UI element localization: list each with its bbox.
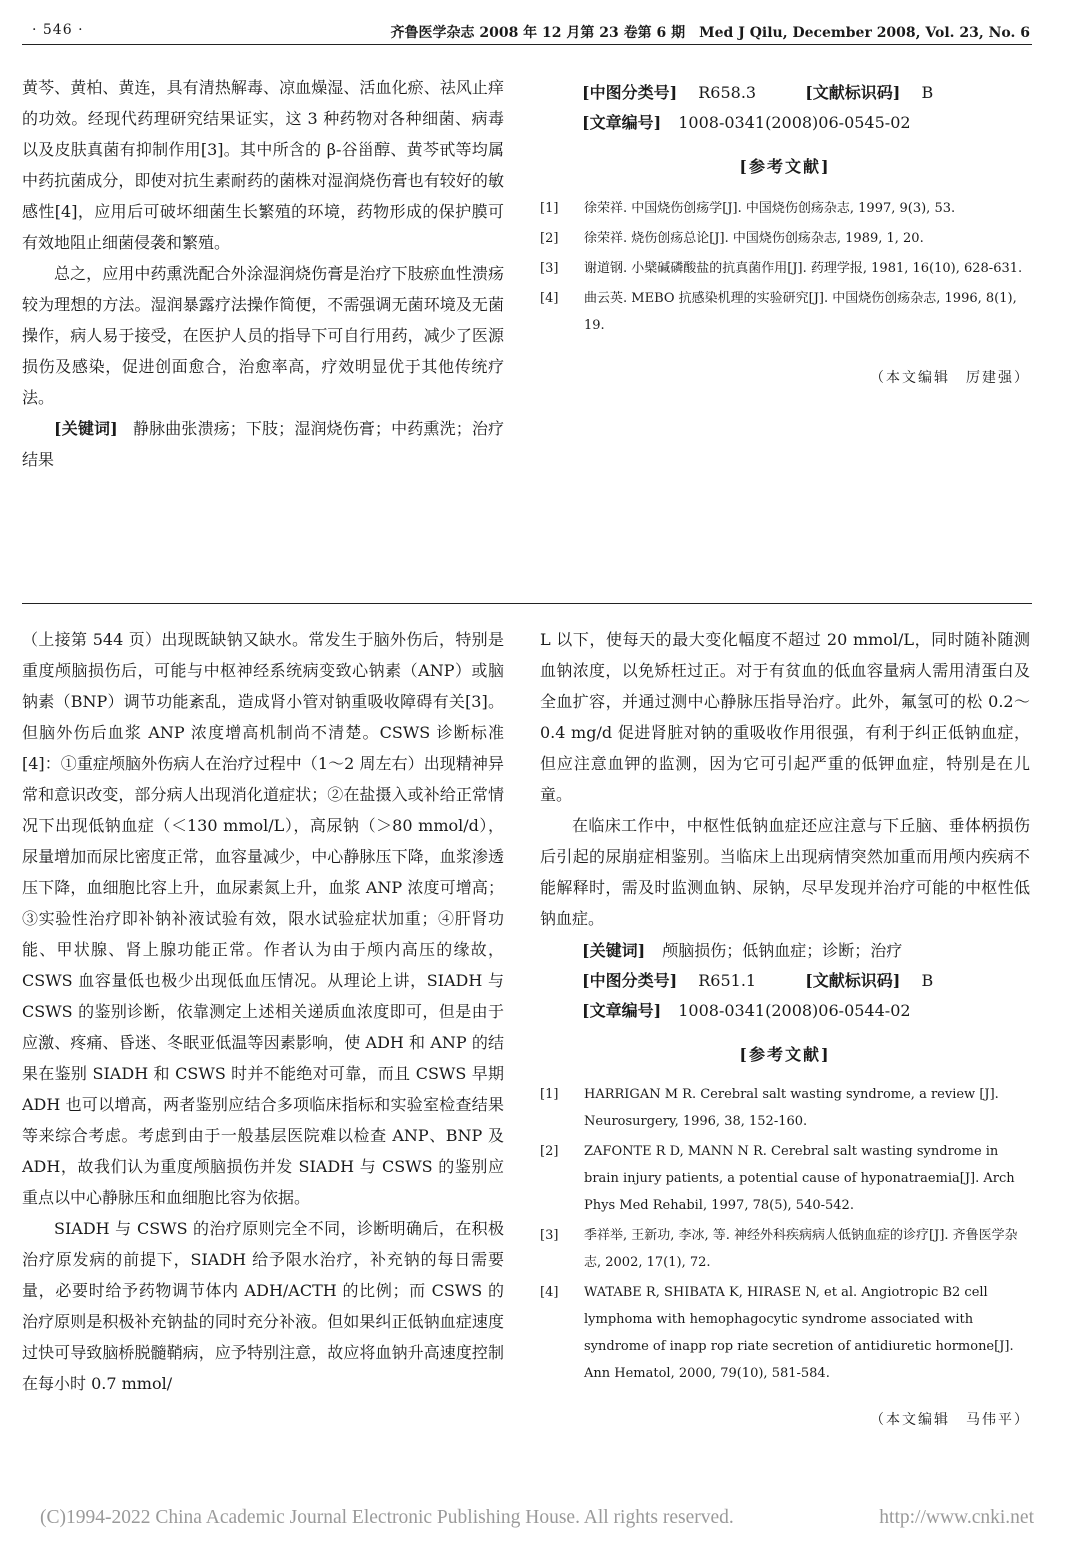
section-divider	[22, 603, 1032, 604]
page-number: · 546 ·	[32, 22, 84, 38]
keywords-text: 静脉曲张溃疡；下肢；湿润烧伤膏；中药熏洗；治疗结果	[22, 419, 504, 469]
classification-block	[540, 936, 1030, 1026]
paragraph: （上接第 544 页）出现既缺钠又缺水。常发生于脑外伤后，特别是重度颅脑损伤后，可能与中枢神经系统病变致心钠素（ANP）或脑钠素（BNP）调节功能紊乱，造成肾小管对钠重吸收障碍有关[3]。但脑外伤后血浆 ANP 浓度增高机制尚不清楚。CSWS 诊断标准[4]：①重症颅脑外伤病人在治疗过程中（1～2 周左右）出现精神异常和意识改变，部分病人出现消化道症状；②在盐摄入或补给正常情况下出现低钠血症（＜130 mmol/L），高尿钠（＞80 mmol/d），尿量增加而尿比密度正常，血容量减少，中心静脉压下降，血浆渗透压下降，血细胞比容上升，血尿素氮上升，血浆 ANP 浓度可增高；③实验性治疗即补钠补液试验有效，限水试验症状加重；④肝肾功能、甲状腺、肾上腺功能正常。作者认为由于颅内高压的缘故，CSWS 血容量低也极少出现低血压情况。从理论上讲，SIADH 与 CSWS 的鉴别诊断，依靠测定上述相关递质血浓度即可，但是由于应激、疼痛、昏迷、冬眠亚低温等因素影响，使 ADH 和 ANP 的结果在鉴别 SIADH 和 CSWS 时并不能绝对可靠，而且 CSWS 早期 ADH 也可以增高，两者鉴别应结合多项临床指标和实验室检查结果等来综合考虑。考虑到由于一般基层医院难以检查 ANP、BNP 及 ADH，故我们认为重度颅脑损伤并发 SIADH 与 CSWS 的鉴别应重点以中心静脉压和血细胞比容为依据。	[22, 630, 504, 1207]
bottom-left-column	[22, 624, 504, 1399]
footer-url[interactable]: http://www.cnki.net	[879, 1507, 1034, 1528]
top-left-column	[22, 72, 504, 475]
reference-text: WATABE R, SHIBATA K, HIRASE N, et al. Angiotropic B2 cell lymphoma with hemophagocytic syndrome associated with syndrome of inapp rop riate secretion of antidiuretic hormone[J]. Ann Hematol, 2000, 79(10), 581-584.	[584, 1285, 1014, 1381]
article-number-label: [文章编号]	[582, 113, 662, 132]
paragraph: L 以下，使每天的最大变化幅度不超过 20 mmol/L，同时随补随测血钠浓度，以免矫枉过正。对于有贫血的低血容量病人需用清蛋白及全血扩容，并通过测中心静脉压指导治疗。此外，氟氢可的松 0.2～0.4 mg/d 促进肾脏对钠的重吸收作用很强，有利于纠正低钠血症，但应注意血钾的监测，因为它可引起严重的低钾血症，特别是在儿童。	[540, 630, 1030, 804]
doc-code-label: [文献标识码]	[805, 83, 901, 102]
reference-text: 徐荣祥. 中国烧伤创疡学[J]. 中国烧伤创疡杂志, 1997, 9(3), 53.	[584, 201, 956, 216]
references-list	[540, 195, 1030, 339]
editor-credit: （本文编辑 马伟平）	[870, 1412, 1030, 1428]
reference-item	[540, 1279, 1030, 1387]
reference-item	[540, 1081, 1030, 1135]
references-title: [参考文献]	[739, 157, 831, 176]
keywords	[22, 413, 504, 475]
journal-citation: 齐鲁医学杂志 2008 年 12 月第 23 卷第 6 期 Med J Qilu, December 2008, Vol. 23, No. 6	[390, 25, 1030, 41]
reference-item	[540, 1138, 1030, 1219]
reference-number: [4]	[540, 1285, 559, 1300]
reference-text: 谢道钢. 小檗碱磷酸盐的抗真菌作用[J]. 药理学报, 1981, 16(10), 628-631.	[584, 261, 1023, 276]
clc-label: [中图分类号]	[582, 83, 678, 102]
body-text	[540, 624, 1030, 934]
references-title: [参考文献]	[739, 1045, 831, 1064]
paragraph: 在临床工作中，中枢性低钠血症还应注意与下丘脑、垂体柄损伤后引起的尿崩症相鉴别。当临床上出现病情突然加重而用颅内疾病不能解释时，需及时监测血钠、尿钠，尽早发现并治疗可能的中枢性低钠血症。	[540, 816, 1030, 928]
reference-number: [4]	[540, 291, 559, 306]
reference-number: [3]	[540, 1228, 559, 1243]
clc-value: R651.1	[698, 971, 757, 990]
reference-number: [2]	[540, 231, 559, 246]
doc-code-label: [文献标识码]	[805, 971, 901, 990]
doc-code-value: B	[921, 83, 934, 102]
article-number-value: 1008-0341(2008)06-0545-02	[678, 113, 911, 132]
bottom-right-column	[540, 624, 1030, 1429]
reference-item	[540, 285, 1030, 339]
keywords	[582, 936, 1030, 966]
reference-text: 曲云英. MEBO 抗感染机理的实验研究[J]. 中国烧伤创疡杂志, 1996, 8(1), 19.	[584, 291, 1017, 333]
editor-credit: （本文编辑 厉建强）	[870, 370, 1030, 386]
reference-text: ZAFONTE R D, MANN N R. Cerebral salt wasting syndrome in brain injury patients, a potential cause of hyponatraemia[J]. Arch Phys Med Rehabil, 1997, 78(5), 540-542.	[584, 1144, 1015, 1213]
classification-block	[540, 78, 1030, 138]
reference-item	[540, 255, 1030, 282]
clc-value: R658.3	[698, 83, 757, 102]
references-list	[540, 1081, 1030, 1387]
reference-item	[540, 1222, 1030, 1276]
paragraph: SIADH 与 CSWS 的治疗原则完全不同，诊断明确后，在积极治疗原发病的前提下，SIADH 给予限水治疗，补充钠的每日需要量，必要时给予药物调节体内 ADH/ACTH 的比例；而 CSWS 的治疗原则是积极补充钠盐的同时充分补液。但如果纠正低钠血症速度过快可导致脑桥脱髓鞘病，应予特别注意，故应将血钠升高速度控制在每小时 0.7 mmol/	[22, 1219, 504, 1393]
article-number-value: 1008-0341(2008)06-0544-02	[678, 1001, 911, 1020]
paragraph: 黄芩、黄柏、黄连，具有清热解毒、凉血燥湿、活血化瘀、祛风止痒的功效。经现代药理研究结果证实，这 3 种药物对各种细菌、病毒以及皮肤真菌有抑制作用[3]。其中所含的 β-谷甾醇、黄芩甙等均属中药抗菌成分，即使对抗生素耐药的菌株对湿润烧伤膏也有较好的敏感性[4]，应用后可破坏细菌生长繁殖的环境，药物形成的保护膜可有效地阻止细菌侵袭和繁殖。	[22, 78, 504, 252]
classification-line	[582, 966, 1030, 996]
top-right-column	[540, 78, 1030, 387]
copyright-footer	[40, 1507, 1040, 1529]
paragraph: 总之，应用中药熏洗配合外涂湿润烧伤膏是治疗下肢瘀血性溃疡较为理想的方法。湿润暴露疗法操作简便，不需强调无菌环境及无菌操作，病人易于接受，在医护人员的指导下可自行用药，减少了医源损伤及感染，促进创面愈合，治愈率高，疗效明显优于其他传统疗法。	[22, 264, 504, 407]
reference-text: 季祥举, 王新功, 李冰, 等. 神经外科疾病病人低钠血症的诊疗[J]. 齐鲁医学杂志, 2002, 17(1), 72.	[584, 1228, 1018, 1270]
running-header	[22, 18, 1032, 45]
article-number-line	[582, 996, 1030, 1026]
reference-item	[540, 225, 1030, 252]
clc-label: [中图分类号]	[582, 971, 678, 990]
reference-number: [3]	[540, 261, 559, 276]
classification-line	[582, 78, 1030, 108]
article-number-line	[582, 108, 1030, 138]
keywords-text: 颅脑损伤；低钠血症；诊断；治疗	[662, 941, 903, 960]
reference-number: [1]	[540, 201, 559, 216]
keywords-label: [关键词]	[582, 941, 646, 960]
article-number-label: [文章编号]	[582, 1001, 662, 1020]
doc-code-value: B	[921, 971, 934, 990]
reference-text: HARRIGAN M R. Cerebral salt wasting syndrome, a review [J]. Neurosurgery, 1996, 38, 152-160.	[584, 1087, 999, 1129]
reference-number: [2]	[540, 1144, 559, 1159]
reference-item	[540, 195, 1030, 222]
copyright-text: (C)1994-2022 China Academic Journal Electronic Publishing House. All rights reserved.	[40, 1507, 734, 1528]
keywords-label: [关键词]	[54, 419, 118, 438]
reference-text: 徐荣祥. 烧伤创疡总论[J]. 中国烧伤创疡杂志, 1989, 1, 20.	[584, 231, 924, 246]
reference-number: [1]	[540, 1087, 559, 1102]
